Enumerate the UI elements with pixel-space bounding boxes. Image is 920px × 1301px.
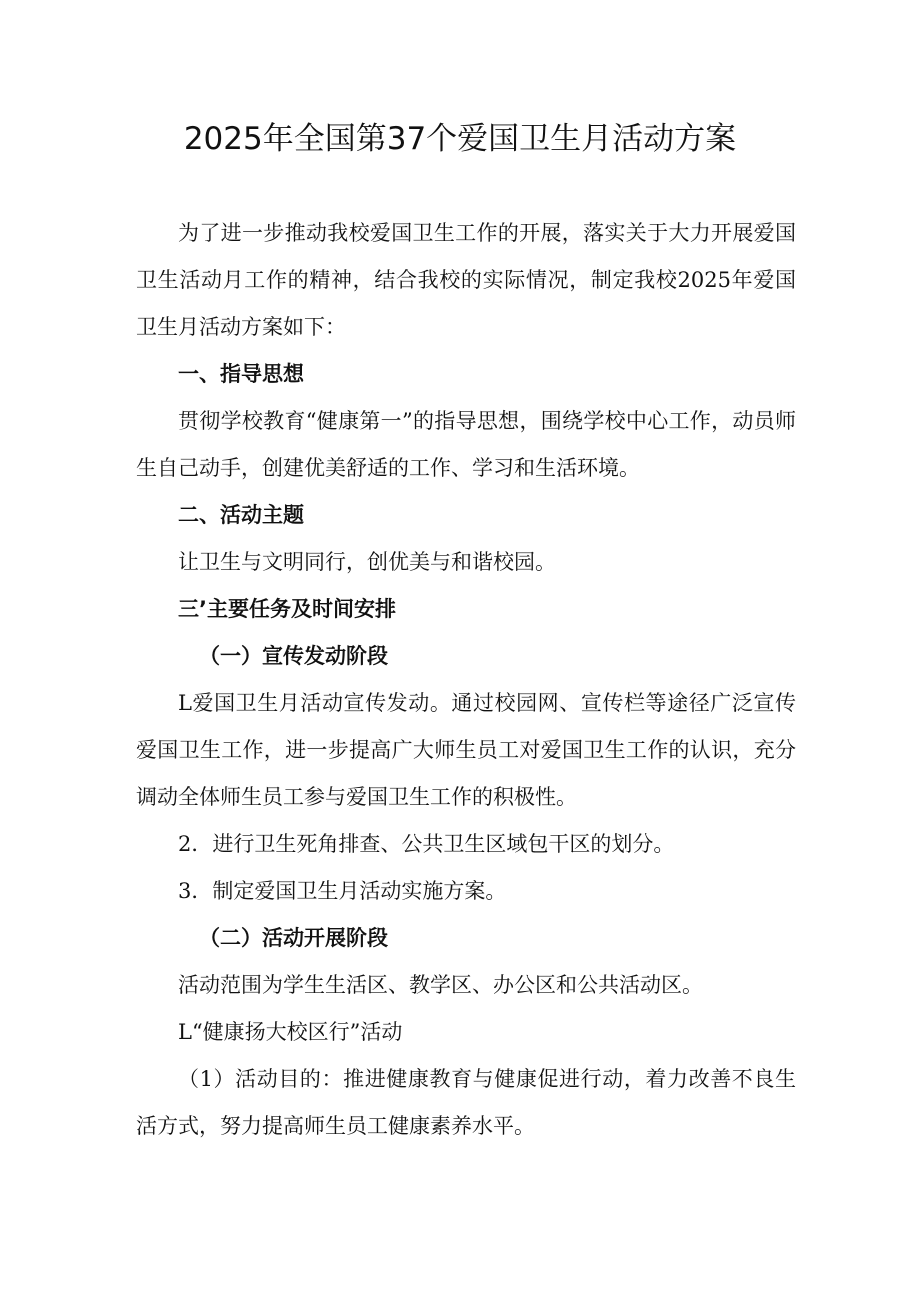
stage2-scope: 活动范围为学生生活区、教学区、办公区和公共活动区。	[178, 973, 703, 997]
section-text-activity-theme: 让卫生与文明同行，创优美与和谐校园。	[178, 550, 556, 574]
stage1-item-2: 2．进行卫生死角排查、公共卫生区域包干区的划分。	[178, 832, 675, 856]
stage1-item-1: L爱国卫生月活动宣传发动。通过校园网、宣传栏等途径广泛宣传爱国卫生工作，进一步提高广大师生员工对爱国卫生工作的认识，充分调动全体师生员工参与爱国卫生工作的积极性。	[136, 691, 796, 809]
document-body	[136, 210, 796, 1150]
stage1-heading: （一）宣传发动阶段	[199, 644, 388, 668]
section-heading-guiding-thought: 一、指导思想	[178, 362, 304, 386]
stage2-activity-title: L“健康扬大校区行”活动	[178, 1020, 403, 1044]
section-text-guiding-thought: 贯彻学校教育“健康第一”的指导思想，围绕学校中心工作，动员师生自己动手，创建优美舒适的工作、学习和生活环境。	[136, 409, 796, 480]
document-title: 2025年全国第37个爱国卫生月活动方案	[183, 121, 737, 157]
stage1-item-3: 3．制定爱国卫生月活动实施方案。	[178, 879, 507, 903]
section-heading-main-tasks: 三’主要任务及时间安排	[178, 597, 396, 621]
section-heading-activity-theme: 二、活动主题	[178, 503, 304, 527]
stage2-activity-goal: （1）活动目的：推进健康教育与健康促进行动，着力改善不良生活方式，努力提高师生员工健康素养水平。	[136, 1067, 796, 1138]
stage2-heading: （二）活动开展阶段	[199, 926, 388, 950]
intro-paragraph: 为了进一步推动我校爱国卫生工作的开展，落实关于大力开展爱国卫生活动月工作的精神，结合我校的实际情况，制定我校2025年爱国卫生月活动方案如下：	[136, 221, 796, 339]
